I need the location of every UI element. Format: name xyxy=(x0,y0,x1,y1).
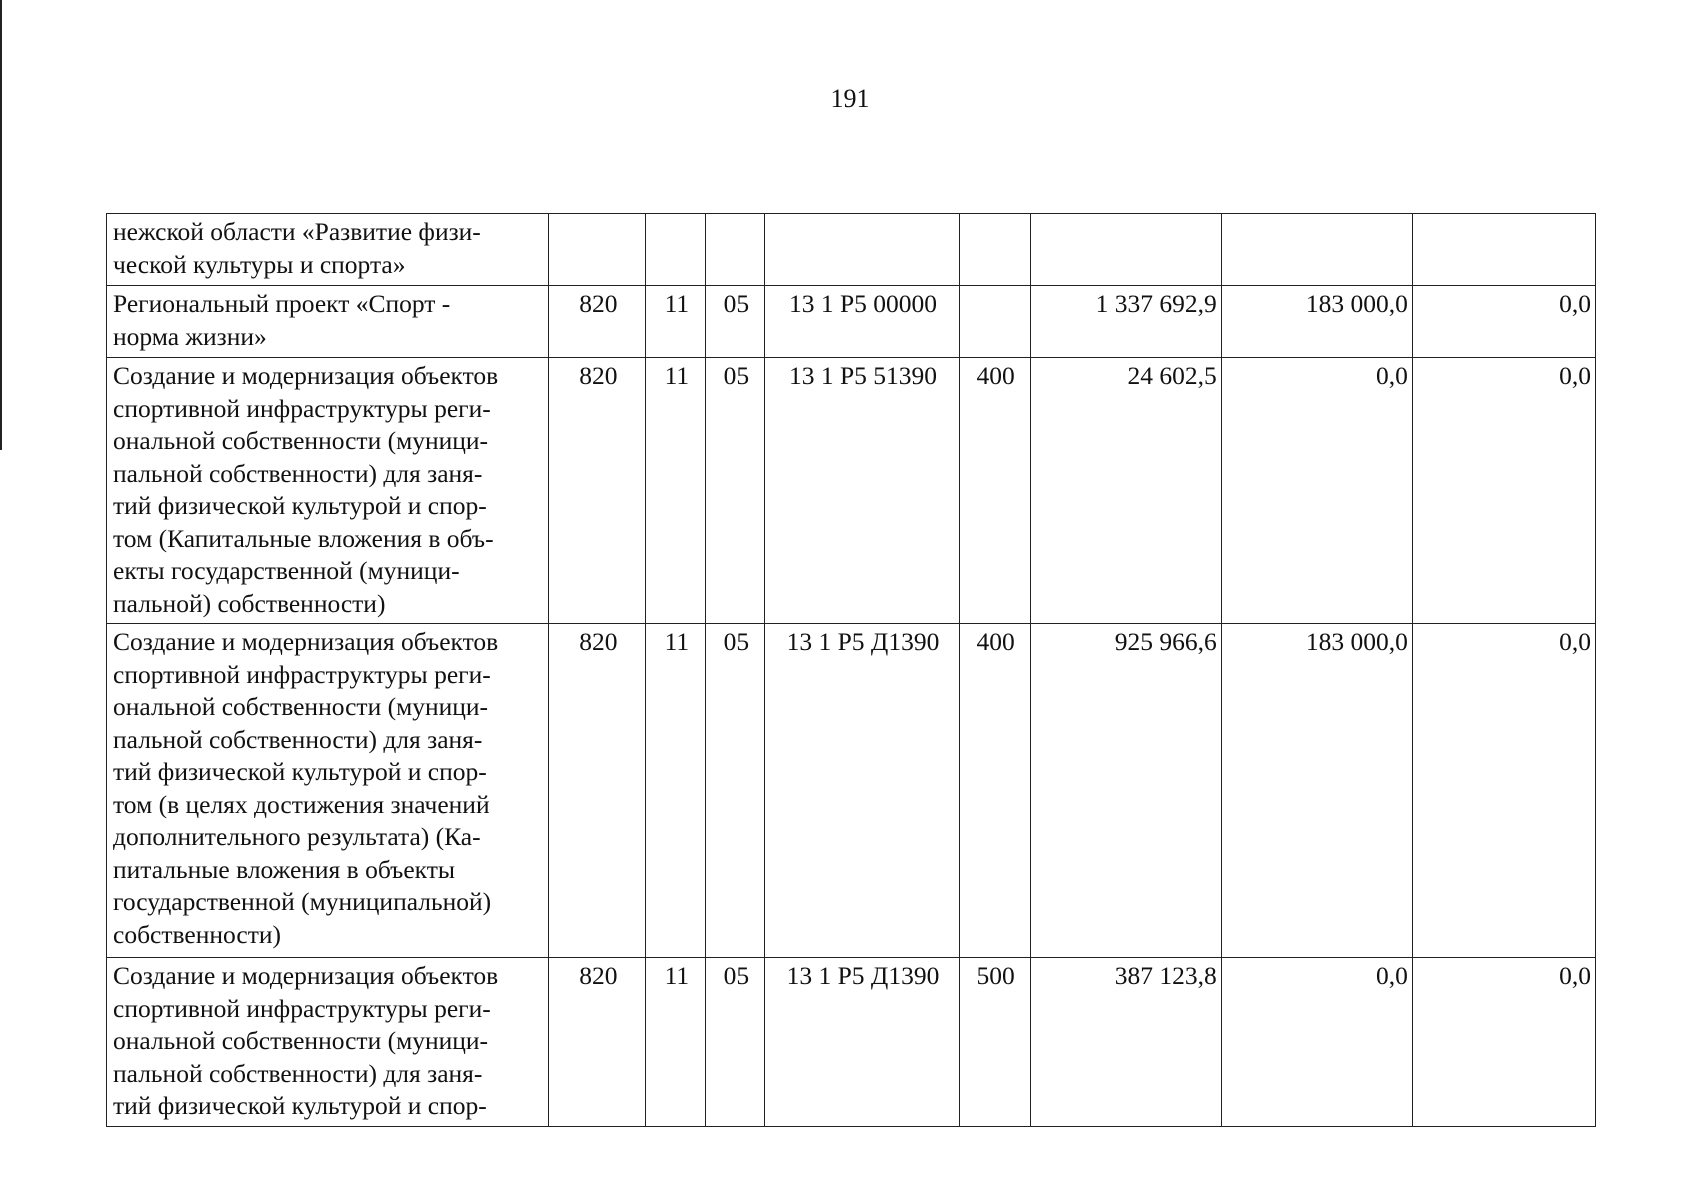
sum1-cell: 24 602,5 xyxy=(1030,358,1221,624)
row-name-line: государственной (муниципальной) xyxy=(113,887,492,916)
row-name-line: тий физической культурой и спор- xyxy=(113,757,487,786)
sum1-cell: 925 966,6 xyxy=(1030,624,1221,958)
row-name-cell xyxy=(107,214,549,286)
sum3-cell xyxy=(1412,214,1595,286)
rz-cell xyxy=(646,214,706,286)
rz-cell: 11 xyxy=(646,958,706,1127)
pr-cell: 05 xyxy=(706,958,765,1127)
row-name-line: тий физической культурой и спор- xyxy=(113,1091,487,1120)
sum3-cell: 0,0 xyxy=(1412,358,1595,624)
vr-cell: 400 xyxy=(959,624,1030,958)
row-name-cell xyxy=(107,958,549,1127)
vr-cell: 500 xyxy=(959,958,1030,1127)
row-name-line: ческой культуры и спорта» xyxy=(113,249,406,279)
sum2-cell: 183 000,0 xyxy=(1221,624,1412,958)
rz-cell: 11 xyxy=(646,624,706,958)
grbs-cell: 820 xyxy=(549,358,646,624)
table-row xyxy=(107,358,1596,624)
csr-cell: 13 1 P5 51390 xyxy=(765,358,959,624)
grbs-cell: 820 xyxy=(549,958,646,1127)
csr-cell: 13 1 P5 Д1390 xyxy=(765,958,959,1127)
row-name-line: том (в целях достижения значений xyxy=(113,789,490,819)
row-name-line: пальной собственности) для заня- xyxy=(113,724,483,754)
scan-edge-line xyxy=(0,0,2,450)
row-name-line: ональной собственности (муници- xyxy=(113,426,489,455)
vr-cell xyxy=(959,214,1030,286)
row-name-cell xyxy=(107,286,549,358)
row-name-line: Региональный проект «Спорт - xyxy=(113,289,451,318)
row-name-line: Создание и модернизация объектов xyxy=(113,627,499,656)
csr-cell xyxy=(765,214,959,286)
sum2-cell: 183 000,0 xyxy=(1221,286,1412,358)
pr-cell: 05 xyxy=(706,286,765,358)
sum3-cell: 0,0 xyxy=(1412,286,1595,358)
row-name-line: ональной собственности (муници- xyxy=(113,692,489,721)
row-name-cell xyxy=(107,624,549,958)
csr-cell: 13 1 P5 Д1390 xyxy=(765,624,959,958)
sum2-cell: 0,0 xyxy=(1221,958,1412,1127)
row-name-line: собственности) xyxy=(113,919,281,949)
sum1-cell: 387 123,8 xyxy=(1030,958,1221,1127)
row-name-line: нежской области «Развитие физи- xyxy=(113,217,481,246)
row-name-line: том (Капитальные вложения в объ- xyxy=(113,523,494,553)
row-name-line: спортивной инфраструктуры реги- xyxy=(113,659,491,689)
row-name-line: ональной собственности (муници- xyxy=(113,1026,489,1055)
pr-cell: 05 xyxy=(706,624,765,958)
grbs-cell: 820 xyxy=(549,624,646,958)
row-name-line: питальные вложения в объекты xyxy=(113,854,455,884)
table-row xyxy=(107,214,1596,286)
row-name-line: пальной) собственности) xyxy=(113,588,386,618)
vr-cell: 400 xyxy=(959,358,1030,624)
row-name-line: дополнительного результата) (Ка- xyxy=(113,822,481,851)
sum1-cell: 1 337 692,9 xyxy=(1030,286,1221,358)
csr-cell: 13 1 P5 00000 xyxy=(765,286,959,358)
row-name-line: норма жизни» xyxy=(113,321,267,351)
grbs-cell xyxy=(549,214,646,286)
pr-cell: 05 xyxy=(706,358,765,624)
rz-cell: 11 xyxy=(646,358,706,624)
sum3-cell: 0,0 xyxy=(1412,958,1595,1127)
row-name-line: пальной собственности) для заня- xyxy=(113,458,483,488)
row-name-line: спортивной инфраструктуры реги- xyxy=(113,393,491,423)
row-name-line: тий физической культурой и спор- xyxy=(113,491,487,520)
table-row xyxy=(107,624,1596,958)
sum2-cell xyxy=(1221,214,1412,286)
row-name-cell xyxy=(107,358,549,624)
page-number: 191 xyxy=(830,84,870,113)
budget-table xyxy=(106,213,1596,1127)
row-name-line: Создание и модернизация объектов xyxy=(113,961,499,990)
sum1-cell xyxy=(1030,214,1221,286)
table-row xyxy=(107,958,1596,1127)
rz-cell: 11 xyxy=(646,286,706,358)
vr-cell xyxy=(959,286,1030,358)
pr-cell xyxy=(706,214,765,286)
table-row xyxy=(107,286,1596,358)
sum3-cell: 0,0 xyxy=(1412,624,1595,958)
grbs-cell: 820 xyxy=(549,286,646,358)
row-name-line: спортивной инфраструктуры реги- xyxy=(113,993,491,1023)
row-name-line: Создание и модернизация объектов xyxy=(113,361,499,390)
row-name-line: екты государственной (муници- xyxy=(113,556,460,585)
sum2-cell: 0,0 xyxy=(1221,358,1412,624)
row-name-line: пальной собственности) для заня- xyxy=(113,1058,483,1088)
